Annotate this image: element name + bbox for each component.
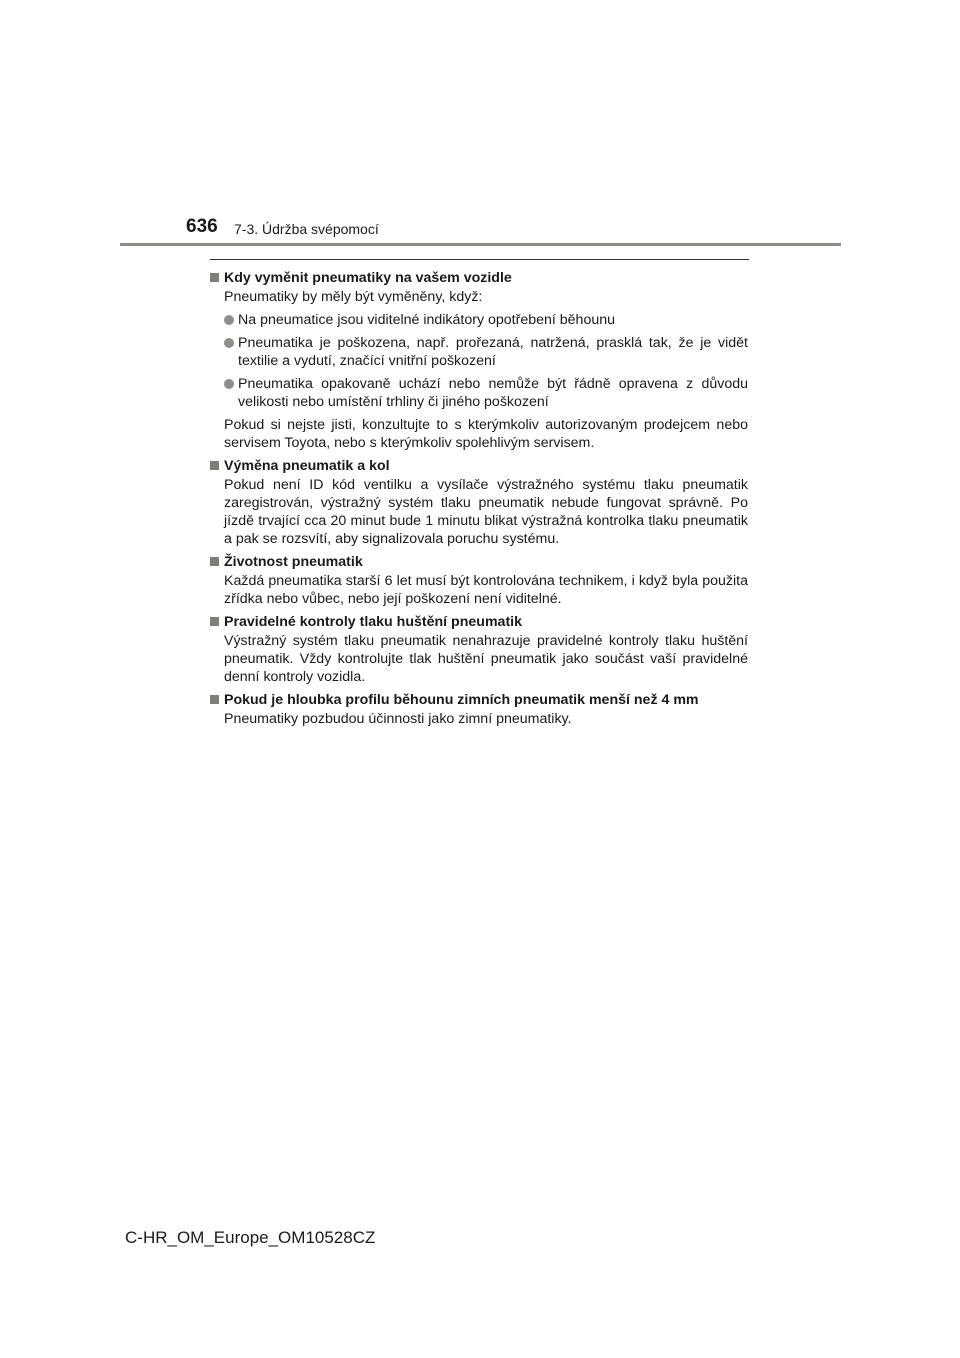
square-bullet-icon [210,557,219,566]
section-body: Pneumatiky pozbudou účinnosti jako zimní pneumatiky. [224,711,572,727]
circle-bullet-icon [224,379,234,389]
section-body: Každá pneumatika starší 6 let musí být kontrolována technikem, i když byla použita zřídka nebo vůbec, nebo její poškození není viditelné. [224,573,748,607]
section-body: Pokud není ID kód ventilku a vysílače výstražného systému tlaku pneumatik zaregistrován, výstražný systém tlaku pneumatik nebude fungovat správně. Po jízdě trvající cca 20 minut bude 1 minutu blikat výstražná kontrolka tlaku pneumatik a pak se rozsvítí, aby signalizovala poruchu systému. [224,477,748,547]
page-number: 636 [186,216,218,237]
page-content [210,265,748,733]
circle-bullet-icon [224,315,234,325]
square-bullet-icon [210,461,219,470]
list-item: Pneumatika opakovaně uchází nebo nemůže být řádně opravena z důvodu velikosti nebo umístění trhliny či jiného poškození [210,375,748,411]
square-bullet-icon [210,273,219,282]
square-bullet-icon [210,695,219,704]
section-outro: Pokud si nejste jisti, konzultujte to s kterýmkoliv autorizovaným prodejcem nebo servisem Toyota, nebo s kterýmkoliv spolehlivým servisem. [224,417,748,451]
section-winter-tread-depth [210,691,748,728]
section-heading: Pokud je hloubka profilu běhounu zimních pneumatik menší než 4 mm [210,691,748,709]
section-heading: Životnost pneumatik [210,553,748,571]
section-tire-replacement-conditions [210,269,748,452]
content-divider [210,259,749,260]
section-tire-wheel-replacement [210,457,748,548]
section-heading: Výměna pneumatik a kol [210,457,748,475]
circle-bullet-icon [224,338,234,348]
header-divider [120,243,841,246]
section-body: Výstražný systém tlaku pneumatik nenahrazuje pravidelné kontroly tlaku huštění pneumatik. Vždy kontrolujte tlak huštění pneumatik jako součást vaší pravidelné denní kontroly vozidla. [224,633,748,685]
document-id: C-HR_OM_Europe_OM10528CZ [125,1228,376,1247]
section-tire-lifespan [210,553,748,608]
section-heading: Kdy vyměnit pneumatiky na vašem vozidle [210,269,748,287]
section-intro: Pneumatiky by měly být vyměněny, když: [224,289,483,305]
square-bullet-icon [210,617,219,626]
section-title: 7-3. Údržba svépomocí [234,221,379,237]
list-item: Pneumatika je poškozena, např. prořezaná, natržená, prasklá tak, že je vidět textilie a vydutí, značící vnitřní poškození [210,334,748,370]
section-heading: Pravidelné kontroly tlaku huštění pneumatik [210,613,748,631]
list-item: Na pneumatice jsou viditelné indikátory opotřebení běhounu [210,311,748,329]
section-pressure-checks [210,613,748,686]
